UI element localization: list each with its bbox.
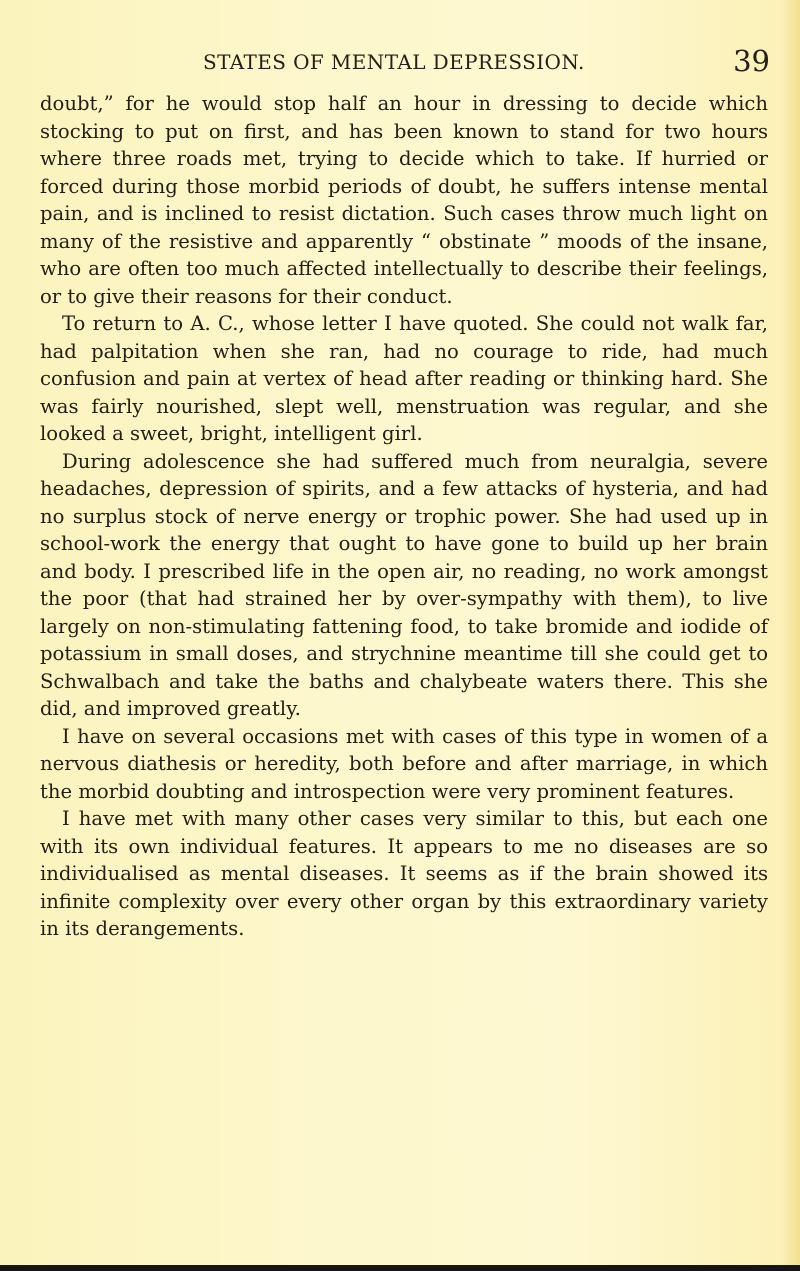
- body-text: [40, 90, 768, 943]
- paragraph: I have met with many other cases very similar to this, but each one with its own individual features. It appears to me no diseases are so individualised as mental diseases. It seems as if the brain showed its infinite complexity over every other organ by this extraordinary variety in its derangements.: [40, 807, 768, 940]
- paragraph: doubt,” for he would stop half an hour in dressing to decide which stocking to put on first, and has been known to stand for two hours where three roads met, trying to decide which to take. If hurried or forced during those morbid periods of doubt, he suffers intense mental pain, and is inclined to resist dictation. Such cases throw much light on many of the resistive and apparently “ obstinate ” moods of the insane, who are often too much affected intellectually to describe their feelings, or to give their reasons for their conduct.: [40, 92, 768, 308]
- paragraph: During adolescence she had suffered much from neuralgia, severe headaches, depression of spirits, and a few attacks of hysteria, and had no surplus stock of nerve energy or trophic power. She had used up in school-work the energy that ought to have gone to build up her brain and body. I prescribed life in the open air, no reading, no work amongst the poor (that had strained her by over-sympathy with them), to live largely on non-stimulating fattening food, to take bromide and iodide of potassium in small doses, and strychnine meantime till she could get to Schwalbach and take the baths and chalybeate waters there. This she did, and improved greatly.: [40, 449, 768, 720]
- running-title: STATES OF MENTAL DEPRESSION.: [203, 50, 585, 74]
- running-head: [40, 44, 770, 90]
- page-edge-shadow: [782, 0, 800, 1271]
- page-number: 39: [733, 44, 770, 78]
- paragraph: I have on several occasions met with cases of this type in women of a nervous diathesis or heredity, both before and after marriage, in which the morbid doubting and introspection were very prominent features.: [40, 724, 768, 803]
- bottom-edge: [0, 1265, 800, 1271]
- paragraph: To return to A. C., whose letter I have quoted. She could not walk far, had palpitation when she ran, had no courage to ride, had much confusion and pain at vertex of head after reading or thinking hard. She was fairly nourished, slept well, menstruation was regular, and she looked a sweet, bright, intelligent girl.: [40, 312, 768, 445]
